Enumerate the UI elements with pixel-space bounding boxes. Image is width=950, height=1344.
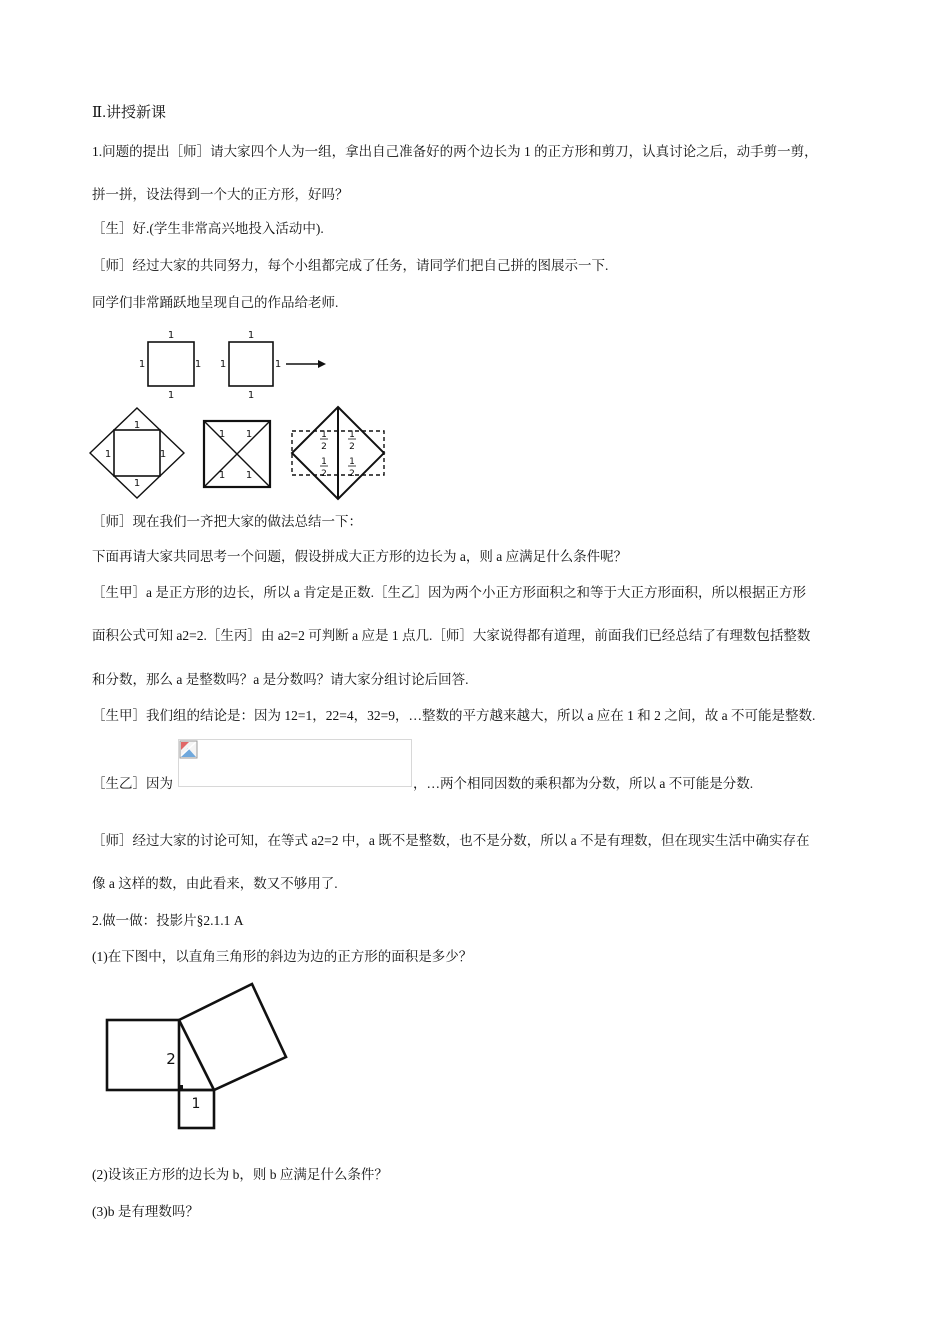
segment-label: 1 <box>245 470 253 481</box>
fraction-denominator: 2 <box>321 442 327 452</box>
unit-square-right <box>220 330 281 401</box>
side-label: 1 <box>104 449 112 460</box>
section-heading: Ⅱ.讲授新课 <box>92 105 166 121</box>
paragraph-8: ［生甲］我们组的结论是：因为 12=1，22=4，32=9，…整数的平方越来越大，所以 a 应在 1 和 2 之间，故 a 不可能是整数. <box>92 708 816 723</box>
paragraph-7b: 面积公式可知 a2=2.［生丙］由 a2=2 可判断 a 应是 1 点几.［师］大家说得都有道理，前面我们已经总结了有理数包括整数 <box>92 628 811 643</box>
crossed-square-arrangement <box>204 421 270 487</box>
diamond-arrangement <box>90 408 184 498</box>
fraction-denominator: 2 <box>349 442 355 452</box>
dashed-rectangle-arrangement <box>292 407 384 499</box>
question-2: (2)设该正方形的边长为 b，则 b 应满足什么条件？ <box>92 1167 388 1182</box>
paragraph-11: 2.做一做：投影片§2.1.1 A <box>92 913 244 928</box>
broken-image-placeholder <box>178 739 412 787</box>
side-label: 1 <box>219 359 227 370</box>
paragraph-4: 同学们非常踊跃地呈现自己的作品给老师. <box>92 295 339 310</box>
fraction-denominator: 2 <box>349 469 355 479</box>
side-label: 1 <box>167 330 175 341</box>
right-triangle <box>179 1020 214 1090</box>
fraction-numerator: 1 <box>349 430 355 440</box>
question-1: (1)在下图中，以直角三角形的斜边为边的正方形的面积是多少？ <box>92 949 473 964</box>
right-triangle-squares-figure <box>100 978 300 1138</box>
side-label: 1 <box>274 359 282 370</box>
side-label: 1 <box>133 478 141 489</box>
paragraph-7a: ［生甲］a 是正方形的边长，所以 a 肯定是正数.［生乙］因为两个小正方形面积之和等于大正方形面积，所以根据正方形 <box>92 585 806 600</box>
paragraph-9-suffix: ，…两个相同因数的乘积都为分数，所以 a 不可能是分数. <box>413 776 754 791</box>
paragraph-1a: 1.问题的提出［师］请大家四个人为一组，拿出自己准备好的两个边长为 1 的正方形和剪刀，认真讨论之后，动手剪一剪， <box>92 144 818 159</box>
paragraph-5: ［师］现在我们一齐把大家的做法总结一下： <box>92 514 362 529</box>
side-label: 1 <box>247 330 255 341</box>
fraction-numerator: 1 <box>321 430 327 440</box>
segment-label: 1 <box>218 429 226 440</box>
square-cutting-figure <box>80 322 400 497</box>
side-label: 1 <box>194 359 202 370</box>
side-label: 1 <box>247 390 255 401</box>
side-label-one: 1 <box>191 1096 201 1112</box>
segment-label: 1 <box>245 429 253 440</box>
side-label-two: 2 <box>166 1050 176 1068</box>
side-label: 1 <box>167 390 175 401</box>
side-label: 1 <box>159 449 167 460</box>
side-label: 1 <box>138 359 146 370</box>
paragraph-10a: ［师］经过大家的讨论可知，在等式 a2=2 中，a 既不是整数，也不是分数，所以 a 不是有理数，但在现实生活中确实存在 <box>92 833 810 848</box>
broken-image-icon <box>179 740 199 760</box>
unit-square-left <box>139 330 201 401</box>
fraction-numerator: 1 <box>349 457 355 467</box>
paragraph-6: 下面再请大家共同思考一个问题，假设拼成大正方形的边长为 a，则 a 应满足什么条件呢？ <box>92 549 628 564</box>
paragraph-2: ［生］好.(学生非常高兴地投入活动中). <box>92 221 324 236</box>
paragraph-3: ［师］经过大家的共同努力，每个小组都完成了任务，请同学们把自己拼的图展示一下. <box>92 258 609 273</box>
fraction-numerator: 1 <box>321 457 327 467</box>
arrow-icon <box>286 360 326 368</box>
fraction-denominator: 2 <box>321 469 327 479</box>
side-label: 1 <box>133 420 141 431</box>
paragraph-7c: 和分数，那么 a 是整数吗？a 是分数吗？请大家分组讨论后回答. <box>92 672 469 687</box>
segment-label: 1 <box>218 470 226 481</box>
hypotenuse-square <box>179 984 286 1090</box>
paragraph-1b: 拼一拼，设法得到一个大的正方形，好吗？ <box>92 187 349 202</box>
question-3: (3)b 是有理数吗？ <box>92 1204 199 1219</box>
paragraph-9-prefix: ［生乙］因为 <box>92 776 173 791</box>
paragraph-10b: 像 a 这样的数，由此看来，数又不够用了. <box>92 876 338 891</box>
